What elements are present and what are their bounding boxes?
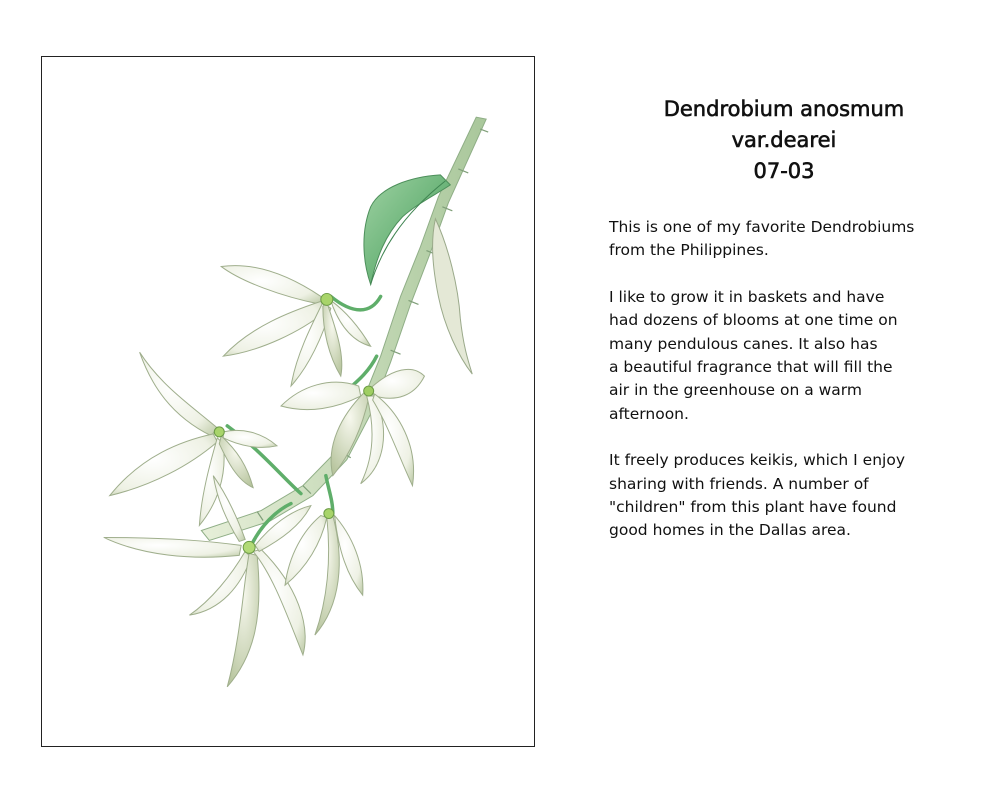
text-line: sharing with friends. A number of: [609, 474, 869, 493]
text-line: many pendulous canes. It also has: [609, 334, 878, 353]
text-line: good homes in the Dallas area.: [609, 521, 851, 540]
text-line: "children" from this plant have found: [609, 498, 897, 517]
text-line: air in the greenhouse on a warm: [609, 381, 862, 400]
title-variety: var.dearei: [731, 128, 837, 152]
description-paragraph-3: [600, 449, 980, 543]
text-line: This is one of my favorite Dendrobiums: [609, 218, 915, 236]
title-species: Dendrobium anosmum: [663, 97, 905, 121]
text-line: I like to grow it in baskets and have: [609, 287, 885, 306]
caption-block: [600, 94, 980, 543]
orchid-flower-middle: [281, 369, 424, 485]
orchid-flower-left: [110, 352, 277, 525]
text-line: It freely produces keikis, which I enjoy: [609, 451, 905, 470]
botanical-painting-frame: [41, 56, 535, 747]
leaf-hanging: [433, 219, 473, 374]
orchid-illustration: [42, 57, 534, 746]
text-line: had dozens of blooms at one time on: [609, 311, 898, 330]
text-line: afternoon.: [609, 404, 689, 423]
title-date: 07-03: [753, 159, 815, 183]
orchid-flower-top: [221, 266, 370, 386]
description-paragraph-1: [600, 216, 980, 263]
text-line: a beautiful fragrance that will fill the: [609, 358, 893, 377]
artwork-title: [598, 94, 980, 187]
text-line: from the Philippines.: [609, 241, 769, 260]
description-paragraph-2: [600, 286, 980, 426]
